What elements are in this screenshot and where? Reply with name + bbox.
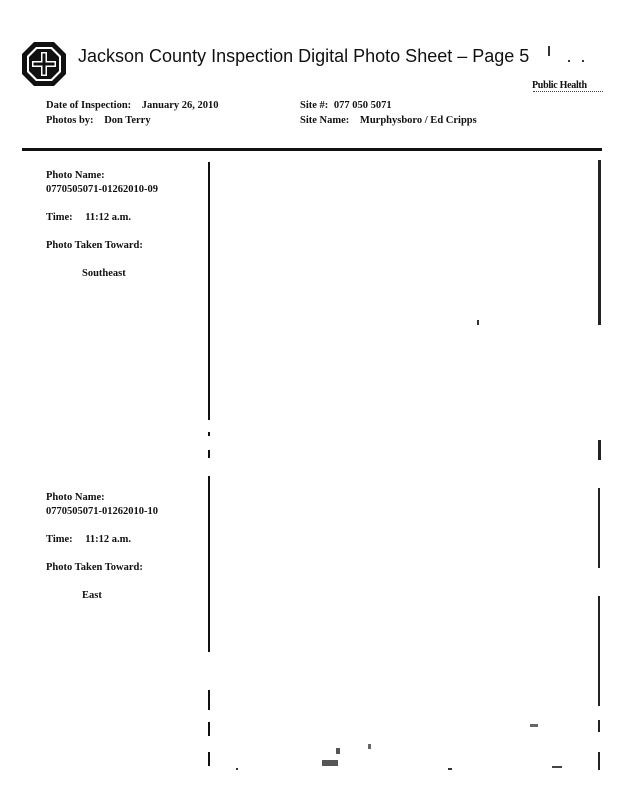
scan-speck [548,46,550,56]
photo-1-time-label: Time: [46,212,73,223]
edge-fragment [598,596,600,706]
border-speck [208,432,210,436]
photo-1-toward-value: Southeast [82,268,126,279]
edge-fragment [598,752,600,770]
photo-1-left-border [208,162,210,420]
scan-speck [552,766,562,768]
public-health-logo: Public Health [532,80,587,91]
header-divider [22,148,602,151]
photo-2-time-value: 11:12 a.m. [85,534,132,545]
date-value: January 26, 2010 [141,100,219,111]
site-name-label: Site Name: [300,115,350,126]
site-no-value: 077 050 5071 [333,100,392,111]
county-health-emblem-icon [20,40,68,88]
date-label: Date of Inspection: [46,100,132,111]
photo-2-toward-value: East [82,590,102,601]
photo-2-right-edge [598,488,600,568]
logo-tagline-line [533,91,603,94]
site-name [300,115,477,126]
photo-1-right-edge [598,160,601,325]
photo-1-toward-label: Photo Taken Toward: [46,240,143,251]
photo-1-name-label: Photo Name: [46,170,105,181]
photo-2-time [46,534,131,545]
scan-speck [236,768,238,770]
site-name-value: Murphysboro / Ed Cripps [359,115,477,126]
photo-1-name-value: 0770505071-01262010-09 [46,184,158,195]
scan-speck [530,724,538,727]
scan-speck [477,320,479,325]
photo-2-name-value: 0770505071-01262010-10 [46,506,158,517]
page-title: Jackson County Inspection Digital Photo Sheet – Page 5 [78,46,530,66]
photo-2-left-border [208,476,210,652]
scan-speck [582,60,584,62]
edge-fragment [598,440,601,460]
scan-speck [322,760,338,766]
inspection-date [46,100,219,111]
scan-speck [568,60,570,62]
border-speck [208,450,210,458]
photo-1-time [46,212,131,223]
photos-by-value: Don Terry [104,115,151,126]
border-fragment [208,722,210,736]
scan-speck [368,744,371,749]
scan-speck [448,768,452,770]
photographer [46,115,151,126]
edge-fragment [598,720,600,732]
border-fragment [208,690,210,710]
photo-2-time-label: Time: [46,534,73,545]
scan-speck [336,748,340,754]
photos-by-label: Photos by: [46,115,94,126]
photo-1-time-value: 11:12 a.m. [85,212,132,223]
site-number [300,100,392,111]
site-no-label: Site #: [300,100,329,111]
border-fragment [208,752,210,766]
photo-2-toward-label: Photo Taken Toward: [46,562,143,573]
photo-2-name-label: Photo Name: [46,492,105,503]
